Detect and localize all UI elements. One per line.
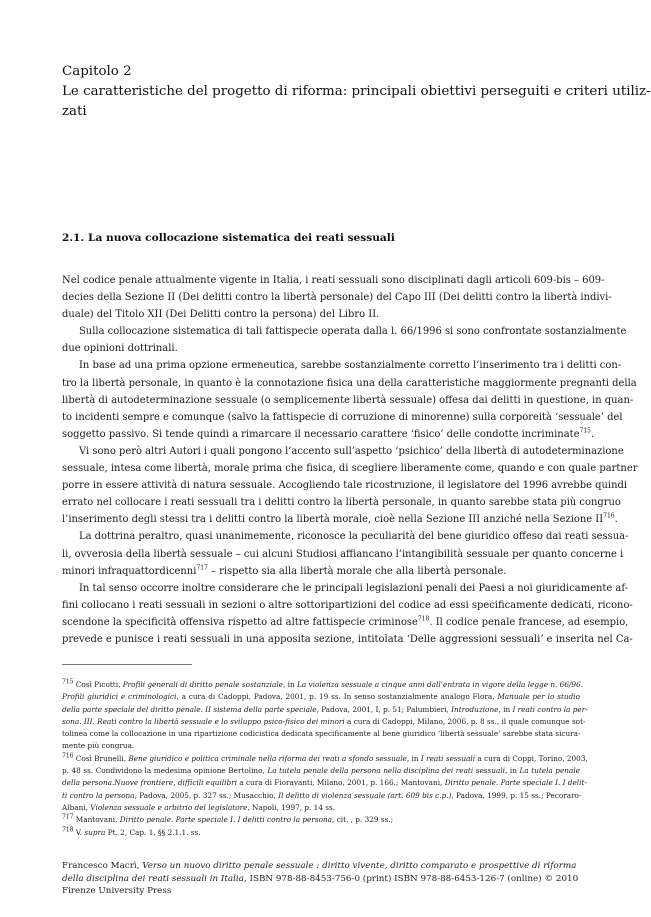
citation-footer (62, 860, 582, 898)
body-line-text: minori infraquattordicenni (62, 565, 197, 577)
section-heading (62, 232, 395, 244)
body-line: fini collocano i reati sessuali in sezioni o altre sottoripartizioni del codice ad essi specificamente dedicati, ricono- (62, 599, 633, 611)
body-line-text: . (590, 428, 595, 440)
footnote-716-line: p. 48 ss. Condividono la medesima opinione Bertolino, La tutela penale della persona nella disciplina dei reati sessuali, in La tutela penale (62, 766, 580, 776)
body-line: duale) del Titolo XII (Dei Delitti contro la persona) del Libro II. (62, 309, 380, 321)
body-line: In tal senso occorre inoltre considerare che le principali legislazioni penali dei Paesi a noi giuridicamente af- (79, 582, 629, 594)
body-line (62, 426, 595, 443)
body-line: Nel codice penale attualmente vigente in Italia, i reati sessuali sono disciplinati dagli articoli 609-bis – 609- (62, 275, 605, 286)
chapter-label: Capitolo 2 (62, 64, 132, 79)
footnote-number: 716 (62, 752, 74, 760)
body-line (62, 511, 618, 528)
section-number: 2.1. (62, 232, 85, 244)
footnote-ref-716[interactable]: 716 (603, 513, 615, 520)
footnote-716-line: $^{716}$ Così Brunelli, Bene giuridico e politica criminale nella riforma dei reati a sfondo sessuale, in I reati sessuali a cura di Coppi, Torino, 2003, (62, 752, 588, 763)
body-line-text: scendone la specificità offensiva rispetto ad altre fattispecie criminose (62, 616, 418, 628)
body-line: to incidenti sempre e comunque (salvo la fattispecie di corruzione di minorenne) sulla corporeità ‘sessuale’ del (62, 411, 623, 423)
footnote-number: 718 (62, 826, 74, 834)
body-line: due opinioni dottrinali. (62, 343, 178, 355)
section-title: La nuova collocazione sistematica dei reati sessuali (88, 232, 395, 244)
footnote-715-line: $^{715}$ Così Picotti, Profili generali di diritto penale sostanziale, in La violenza sessuale a cinque anni dall’entrata in vigore della legge n. 66/96. (62, 678, 584, 689)
footnote-715-line: mente più congrua. (62, 741, 135, 751)
footer-line: Firenze University Press (62, 886, 172, 896)
footnote-ref-715[interactable]: 715 (579, 427, 591, 435)
footnote-716-line: della persona.Nuove frontiere, difficili equilibri a cura di Fioravanti, Milano, 2001, p. 166.; Mantovani, Diritto penale. Parte speciale I. I delit- (62, 778, 587, 788)
footnote-717-line: $^{717}$ Mantovani, Diritto penale. Parte speciale I. I delitti contro la persona, cit. , p. 329 ss.; (62, 813, 394, 825)
footnotes (62, 678, 588, 839)
footnote-ref-717[interactable]: 717 (196, 564, 208, 572)
body-line (62, 563, 580, 580)
footnote-715-line: Profili giuridici e criminologici, a cura di Cadoppi, Padova, 2001, p. 19 ss. In senso sostanzialmente analogo Flora, Manuale per lo studio (62, 692, 580, 702)
body-line: Sulla collocazione sistematica di tali fattispecie operata dalla l. 66/1996 si sono confrontate sostanzialmente (79, 326, 627, 338)
body-line: li, ovverosia della libertà sessuale – cui alcuni Studiosi affiancano l’intangibilità sessuale per quanto concerne i (62, 548, 624, 560)
footnote-715-line: della parte speciale del diritto penale. II sistema della parte speciale, Padova, 2001, I, p. 51; Palumbieri, Introduzione, in I reati contro la per- (62, 704, 588, 714)
footnote-separator (62, 664, 192, 665)
footnote-number: 715 (62, 678, 74, 686)
footnote-number: 717 (62, 813, 74, 821)
body-line: porre in essere attività di natura sessuale. Accogliendo tale ricostruzione, il legislatore del 1996 avrebbe quindi (62, 480, 628, 492)
footnote-715-line: sona. III. Reati contro la libertà sessuale e lo sviluppo psico-fisico dei minori a cura di Cadoppi, Milano, 2006, p. 8 ss., il quale comunque sot- (62, 716, 586, 726)
footnote-718-line: $^{718}$ V. supra Pt. 2, Cap. 1, §§ 2.1.1. ss. (62, 826, 201, 837)
body-text (62, 272, 638, 648)
body-line-text: . Il codice penale francese, ad esempio, (429, 616, 629, 628)
chapter-title-line-2: zati (62, 104, 87, 119)
footer-line: della disciplina dei reati sessuali in Italia, ISBN 978-88-8453-756-0 (print) ISBN 978-88-6453-126-7 (online) © 2010 (62, 873, 579, 884)
footnote-715-line: tolinea come la collocazione in una ripartizione codicistica dedicata specificamente al bene giuridico ‘libertà sessuale’ sarebbe stata sicura- (62, 729, 581, 739)
body-line: tro la libertà personale, in quanto è la connotazione fisica una della caratteristiche maggiormente pregnanti della (62, 377, 637, 389)
body-line (62, 614, 629, 631)
body-line: La dottrina peraltro, quasi unanimemente, riconosce la peculiarità del bene giuridico offeso dai reati sessua- (79, 531, 629, 543)
body-line: In base ad una prima opzione ermeneutica, sarebbe sostanzialmente corretto l’inserimento tra i delitti con- (79, 360, 622, 372)
body-line-text: . (614, 514, 618, 526)
body-line: sessuale, intesa come libertà, morale prima che fisica, di scegliere liberamente come, quando e con quale partner (62, 463, 638, 475)
body-line: libertà di autodeterminazione sessuale (o semplicemente libertà sessuale) offesa dai delitti in questione, in quan- (62, 394, 634, 406)
body-line: errato nel collocare i reati sessuali tra i delitti contro la libertà personale, in quanto sarebbe stata più congruo (62, 497, 621, 509)
body-line-text: l’inserimento degli stessi tra i delitti contro la libertà morale, cioè nella Sezione III anziché nella Sezione II (62, 514, 604, 526)
footer-line: Francesco Macrì, Verso un nuovo diritto penale sessuale : diritto vivente, diritto comparato e prospettive di riforma (62, 861, 577, 871)
footnote-716-line: Albani, Violenza sessuale e arbitrio del legislatore, Napoli, 1997, p. 14 ss. (62, 802, 336, 812)
chapter-heading (62, 62, 651, 122)
body-line-text: soggetto passivo. Si tende quindi a rimarcare il necessario carattere ‘fisico’ delle condotte incriminate (62, 428, 580, 440)
body-line: Vi sono però altri Autori i quali pongono l’accento sull’aspetto ‘psichico’ della libertà di autodeterminazione (79, 445, 624, 457)
footnote-716-line: ti contro la persona, Padova, 2005, p. 327 ss.; Musacchio, Il delitto di violenza sessuale (art. 609 bis c.p.), Padova, 1999, p. 15 ss.; Pecoraro- (62, 790, 582, 800)
chapter-title-line-1: Le caratteristiche del progetto di riforma: principali obiettivi perseguiti e criteri utiliz- (62, 84, 651, 99)
footnote-ref-718[interactable]: 718 (417, 615, 430, 623)
body-line: decies della Sezione II (Dei delitti contro la libertà personale) del Capo III (Dei delitti contro la libertà indivi- (62, 292, 612, 304)
body-line-text: – rispetto sia alla libertà morale che alla libertà personale. (207, 565, 507, 577)
body-line: prevede e punisce i reati sessuali in una apposita sezione, intitolata ‘Delle aggressioni sessuali’ e inserita nel Ca- (62, 633, 633, 645)
